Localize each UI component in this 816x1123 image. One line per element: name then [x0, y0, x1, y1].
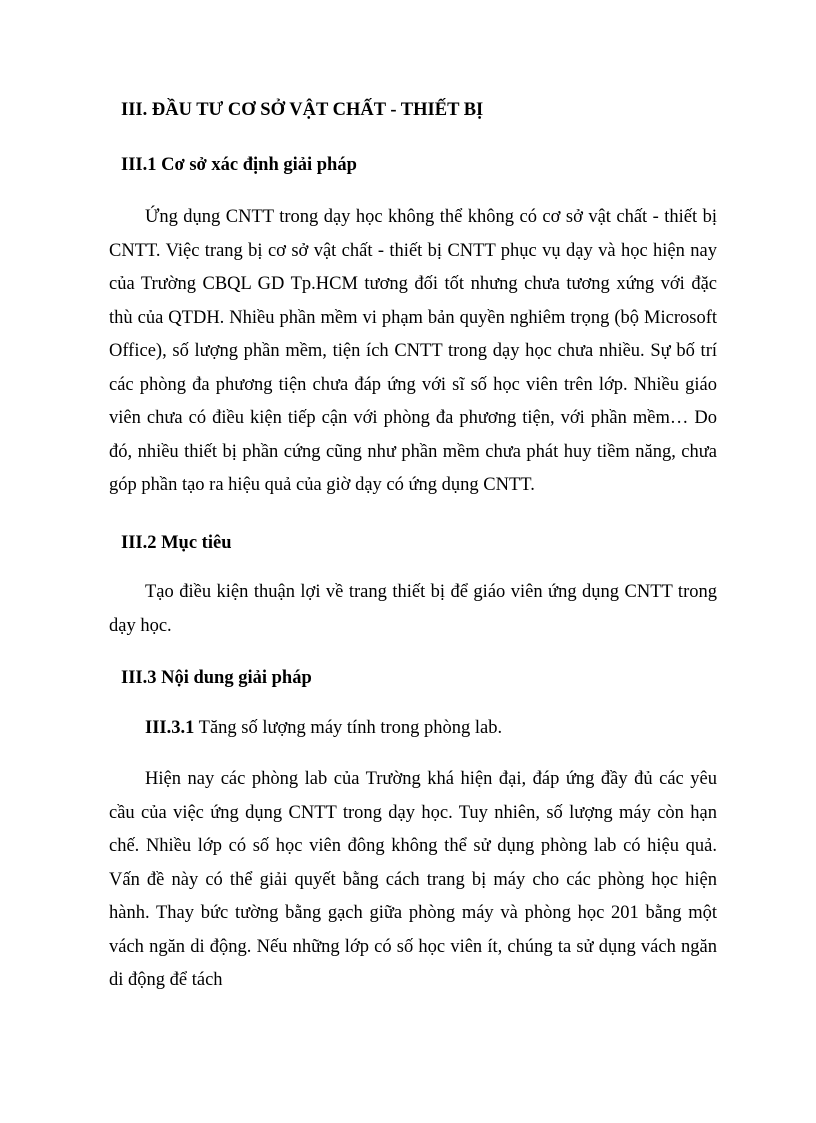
- paragraph-objective: Tạo điều kiện thuận lợi về trang thiết bị để giáo viên ứng dụng CNTT trong dạy học.: [109, 582, 717, 636]
- sub-subsection-number: III.3.1: [145, 718, 195, 738]
- subsection-title-3: III.3 Nội dung giải pháp: [121, 668, 312, 688]
- subsection-title-2: III.2 Mục tiêu: [121, 533, 232, 553]
- paragraph-basis: Ứng dụng CNTT trong dạy học không thể không có cơ sở vật chất - thiết bị CNTT. Việc trang bị cơ sở vật chất - thiết bị CNTT phục vụ dạy và học hiện nay của Trường CBQL GD Tp.HCM tương đối tốt nhưng chưa tương xứng với đặc thù của QTDH. Nhiều phần mềm vi phạm bản quyền nghiêm trọng (bộ Microsoft Office), số lượng phần mềm, tiện ích CNTT trong dạy học chưa nhiều. Sự bố trí các phòng đa phương tiện chưa đáp ứng với sĩ số học viên trên lớp. Nhiều giáo viên chưa có điều kiện tiếp cận với phòng đa phương tiện, với phần mềm… Do đó, nhiều thiết bị phần cứng cũng như phần mềm chưa phát huy tiềm năng, chưa góp phần tạo ra hiệu quả của giờ dạy có ứng dụng CNTT.: [109, 207, 717, 495]
- sub-subsection-title: [145, 718, 502, 739]
- section-title: III. ĐẦU TƯ CƠ SỞ VẬT CHẤT - THIẾT BỊ: [121, 100, 484, 120]
- paragraph-content: Hiện nay các phòng lab của Trường khá hiện đại, đáp ứng đầy đủ các yêu cầu của việc ứng dụng CNTT trong dạy học. Tuy nhiên, số lượng máy còn hạn chế. Nhiều lớp có số học viên đông không thể sử dụng phòng lab có hiệu quả. Vấn đề này có thể giải quyết bằng cách trang bị máy cho các phòng học hiện hành. Thay bức tường bằng gạch giữa phòng máy và phòng học 201 bằng một vách ngăn di động. Nếu những lớp có số học viên ít, chúng ta sử dụng vách ngăn di động để tách: [109, 769, 717, 990]
- subsection-title-1: III.1 Cơ sở xác định giải pháp: [121, 155, 357, 175]
- sub-subsection-text: Tăng số lượng máy tính trong phòng lab.: [194, 718, 503, 738]
